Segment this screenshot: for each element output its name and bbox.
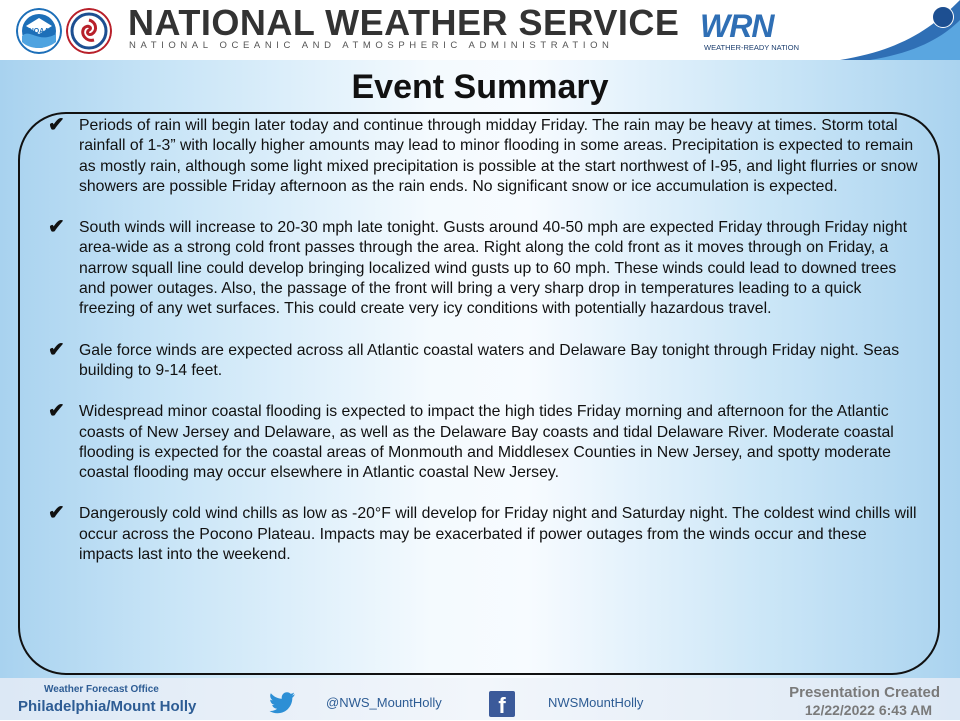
- twitter-handle-link[interactable]: @NWS_MountHolly: [326, 695, 442, 710]
- checkmark-icon: ✔: [48, 216, 65, 239]
- office-name: Philadelphia/Mount Holly: [18, 698, 197, 715]
- wrn-logo: [700, 8, 810, 52]
- page-title: Event Summary: [351, 68, 609, 106]
- summary-item-gale: [48, 338, 918, 382]
- header-title: NATIONAL WEATHER SERVICE: [128, 2, 680, 43]
- summary-item-wind: [48, 218, 918, 319]
- header-subtitle: NATIONAL OCEANIC AND ATMOSPHERIC ADMINISTRATION: [129, 40, 614, 51]
- office-label: Weather Forecast Office: [44, 684, 159, 695]
- wrn-logo-caption: WEATHER-READY NATION: [704, 43, 800, 52]
- summary-list: [48, 116, 918, 586]
- summary-item-rain: [48, 116, 918, 197]
- noaa-logo-text: NOAA: [28, 28, 50, 35]
- checkmark-icon: ✔: [48, 114, 65, 136]
- facebook-handle-link[interactable]: NWSMountHolly: [548, 695, 644, 710]
- department-seal-icon: [932, 6, 954, 28]
- nws-logo: [66, 8, 112, 54]
- facebook-icon[interactable]: f: [489, 691, 515, 717]
- checkmark-icon: ✔: [48, 338, 65, 361]
- summary-item-wind-chill: [48, 504, 918, 565]
- summary-item-text: Gale force winds are expected across all Atlantic coastal waters and Delaware Bay tonight through Friday night. Seas building to 9-14 feet.: [79, 341, 900, 379]
- header: [0, 0, 960, 60]
- summary-item-coastal-flooding: [48, 402, 918, 483]
- noaa-logo: [16, 8, 62, 54]
- twitter-icon[interactable]: [268, 691, 296, 715]
- checkmark-icon: ✔: [48, 400, 65, 423]
- summary-item-text: Widespread minor coastal flooding is expected to impact the high tides Friday morning and afternoon for the Atlantic coasts of New Jersey and Delaware, as well as the Delaware Bay coasts and tidal Delaware River. Moderate coastal flooding is expected for the coastal areas of Monmouth and Middlesex Counties in New Jersey, and spotty moderate coastal flooding may occur elsewhere in Atlantic coastal New Jersey.: [79, 403, 894, 482]
- checkmark-icon: ✔: [48, 502, 65, 525]
- summary-item-text: Periods of rain will begin later today and continue through midday Friday. The rain may be heavy at times. Storm total rainfall of 1-3” with locally higher amounts may lead to minor flooding in some areas. Precipitation is expected to remain as mostly rain, although some light mixed precipitation is possible at the start northwest of I-95, and light flurries or snow showers are possible Friday afternoon as the rain ends. No significant snow or ice accumulation is expected.: [79, 117, 918, 195]
- presentation-created-label: Presentation Created: [789, 684, 940, 701]
- summary-item-text: South winds will increase to 20-30 mph late tonight. Gusts around 40-50 mph are expected Friday through Friday night area-wide as a strong cold front passes through the area. Right along the cold front as it moves through on Friday, a narrow squall line could develop bringing localized wind gusts up to 60 mph. These winds could lead to downed trees and power outages. Also, the passage of the front will bring a very sharp drop in temperatures leading to a quick freezing of any wet surfaces. This could create very icy conditions with potentially hazardous travel.: [79, 219, 908, 318]
- presentation-created-date: 12/22/2022 6:43 AM: [804, 702, 932, 718]
- wrn-logo-text: WRN: [700, 8, 774, 44]
- summary-item-text: Dangerously cold wind chills as low as -20°F will develop for Friday night and Saturday night. The coldest wind chills will occur across the Pocono Plateau. Impacts may be exacerbated if power outages from the winds occur and these impacts last into the weekend.: [79, 505, 917, 564]
